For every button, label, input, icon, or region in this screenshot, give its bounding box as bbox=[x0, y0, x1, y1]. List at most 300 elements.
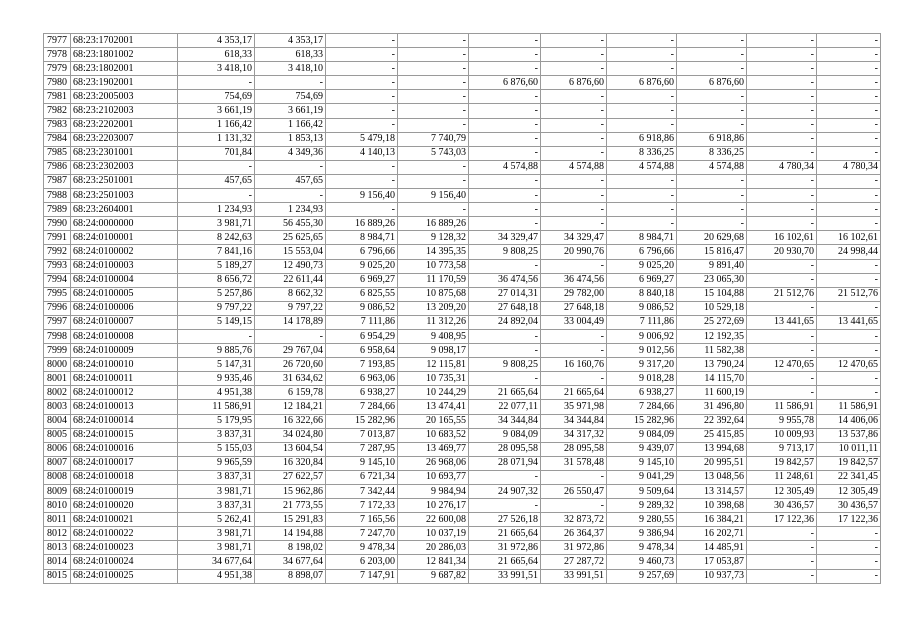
value-col-4-cell: 26 968,06 bbox=[398, 456, 469, 470]
value-col-10-cell: - bbox=[817, 104, 881, 118]
table-row bbox=[44, 358, 881, 372]
value-col-3-cell: 9 156,40 bbox=[326, 189, 398, 203]
value-col-8-cell: - bbox=[677, 203, 747, 217]
value-col-9-cell: - bbox=[747, 118, 817, 132]
value-col-1-cell: 11 586,91 bbox=[178, 400, 255, 414]
cadastral-code-cell: 68:23:2005003 bbox=[71, 90, 178, 104]
value-col-5-cell: - bbox=[469, 470, 541, 484]
value-col-6-cell: 31 578,48 bbox=[541, 456, 607, 470]
value-col-6-cell: 36 474,56 bbox=[541, 273, 607, 287]
value-col-2-cell: 14 178,89 bbox=[255, 315, 326, 329]
value-col-4-cell: 16 889,26 bbox=[398, 217, 469, 231]
value-col-10-cell: 16 102,61 bbox=[817, 231, 881, 245]
cadastral-code-cell: 68:24:0100010 bbox=[71, 358, 178, 372]
table-row bbox=[44, 555, 881, 569]
value-col-7-cell: 6 796,66 bbox=[607, 245, 677, 259]
value-col-1-cell: 5 155,03 bbox=[178, 442, 255, 456]
value-col-6-cell: - bbox=[541, 344, 607, 358]
table-row bbox=[44, 315, 881, 329]
value-col-8-cell: - bbox=[677, 217, 747, 231]
value-col-4-cell: 9 984,94 bbox=[398, 485, 469, 499]
cadastral-code-cell: 68:24:0100012 bbox=[71, 386, 178, 400]
value-col-9-cell: - bbox=[747, 174, 817, 188]
value-col-1-cell: 3 981,71 bbox=[178, 527, 255, 541]
value-col-1-cell: 618,33 bbox=[178, 48, 255, 62]
value-col-4-cell: 10 683,52 bbox=[398, 428, 469, 442]
value-col-3-cell: 7 165,56 bbox=[326, 513, 398, 527]
value-col-4-cell: 20 165,55 bbox=[398, 414, 469, 428]
value-col-4-cell: 10 735,31 bbox=[398, 372, 469, 386]
value-col-3-cell: 15 282,96 bbox=[326, 414, 398, 428]
value-col-2-cell: 27 622,57 bbox=[255, 470, 326, 484]
table-row bbox=[44, 541, 881, 555]
value-col-4-cell: 9 408,95 bbox=[398, 329, 469, 343]
value-col-3-cell: 6 203,00 bbox=[326, 555, 398, 569]
row-index-cell: 8000 bbox=[44, 358, 71, 372]
value-col-5-cell: - bbox=[469, 344, 541, 358]
value-col-5-cell: 4 574,88 bbox=[469, 160, 541, 174]
value-col-2-cell: 1 166,42 bbox=[255, 118, 326, 132]
value-col-2-cell: 56 455,30 bbox=[255, 217, 326, 231]
value-col-3-cell: 9 145,10 bbox=[326, 456, 398, 470]
row-index-cell: 8002 bbox=[44, 386, 71, 400]
value-col-4-cell: 9 687,82 bbox=[398, 569, 469, 583]
value-col-7-cell: 9 006,92 bbox=[607, 329, 677, 343]
table-row bbox=[44, 34, 881, 48]
value-col-8-cell: 6 918,86 bbox=[677, 132, 747, 146]
value-col-8-cell: 8 336,25 bbox=[677, 146, 747, 160]
cadastral-code-cell: 68:23:2302003 bbox=[71, 160, 178, 174]
value-col-9-cell: - bbox=[747, 132, 817, 146]
value-col-7-cell: 9 257,69 bbox=[607, 569, 677, 583]
table-row bbox=[44, 485, 881, 499]
value-col-4-cell: 13 474,41 bbox=[398, 400, 469, 414]
value-col-8-cell: 17 053,87 bbox=[677, 555, 747, 569]
value-col-9-cell: 16 102,61 bbox=[747, 231, 817, 245]
value-col-7-cell: 6 876,60 bbox=[607, 76, 677, 90]
value-col-2-cell: 21 773,55 bbox=[255, 499, 326, 513]
value-col-6-cell: 32 873,72 bbox=[541, 513, 607, 527]
value-col-8-cell: 10 529,18 bbox=[677, 301, 747, 315]
value-col-6-cell: 27 648,18 bbox=[541, 301, 607, 315]
value-col-2-cell: 31 634,62 bbox=[255, 372, 326, 386]
value-col-10-cell: 17 122,36 bbox=[817, 513, 881, 527]
value-col-5-cell: - bbox=[469, 34, 541, 48]
value-col-5-cell: - bbox=[469, 372, 541, 386]
value-col-4-cell: 10 773,58 bbox=[398, 259, 469, 273]
value-col-3-cell: - bbox=[326, 62, 398, 76]
value-col-8-cell: 14 115,70 bbox=[677, 372, 747, 386]
value-col-2-cell: 29 767,04 bbox=[255, 344, 326, 358]
value-col-10-cell: - bbox=[817, 132, 881, 146]
value-col-6-cell: 34 329,47 bbox=[541, 231, 607, 245]
table-row bbox=[44, 118, 881, 132]
value-col-4-cell: 11 312,26 bbox=[398, 315, 469, 329]
value-col-5-cell: 9 808,25 bbox=[469, 358, 541, 372]
value-col-5-cell: 24 907,32 bbox=[469, 485, 541, 499]
value-col-9-cell: - bbox=[747, 217, 817, 231]
value-col-8-cell: 12 192,35 bbox=[677, 329, 747, 343]
value-col-9-cell: - bbox=[747, 146, 817, 160]
cadastral-code-cell: 68:23:2202001 bbox=[71, 118, 178, 132]
value-col-1-cell: - bbox=[178, 76, 255, 90]
value-col-1-cell: 3 418,10 bbox=[178, 62, 255, 76]
table-row bbox=[44, 513, 881, 527]
cadastral-code-cell: 68:24:0100024 bbox=[71, 555, 178, 569]
value-col-7-cell: - bbox=[607, 118, 677, 132]
value-col-5-cell: 34 329,47 bbox=[469, 231, 541, 245]
value-col-3-cell: 6 969,27 bbox=[326, 273, 398, 287]
table-row bbox=[44, 470, 881, 484]
value-col-1-cell: 754,69 bbox=[178, 90, 255, 104]
value-col-8-cell: 25 272,69 bbox=[677, 315, 747, 329]
value-col-4-cell: 10 276,17 bbox=[398, 499, 469, 513]
value-col-4-cell: - bbox=[398, 174, 469, 188]
row-index-cell: 8014 bbox=[44, 555, 71, 569]
row-index-cell: 7999 bbox=[44, 344, 71, 358]
row-index-cell: 8010 bbox=[44, 499, 71, 513]
value-col-7-cell: - bbox=[607, 217, 677, 231]
value-col-7-cell: 9 086,52 bbox=[607, 301, 677, 315]
value-col-5-cell: - bbox=[469, 174, 541, 188]
cadastral-code-cell: 68:23:2301001 bbox=[71, 146, 178, 160]
value-col-3-cell: 6 796,66 bbox=[326, 245, 398, 259]
value-col-6-cell: - bbox=[541, 329, 607, 343]
value-col-9-cell: - bbox=[747, 372, 817, 386]
value-col-3-cell: 9 025,20 bbox=[326, 259, 398, 273]
value-col-2-cell: - bbox=[255, 189, 326, 203]
table-row bbox=[44, 132, 881, 146]
value-col-7-cell: 4 574,88 bbox=[607, 160, 677, 174]
cadastral-code-cell: 68:23:1902001 bbox=[71, 76, 178, 90]
value-col-9-cell: - bbox=[747, 189, 817, 203]
value-col-5-cell: 36 474,56 bbox=[469, 273, 541, 287]
row-index-cell: 7983 bbox=[44, 118, 71, 132]
table-row bbox=[44, 456, 881, 470]
value-col-9-cell: - bbox=[747, 386, 817, 400]
cadastral-code-cell: 68:24:0100017 bbox=[71, 456, 178, 470]
row-index-cell: 7982 bbox=[44, 104, 71, 118]
row-index-cell: 8006 bbox=[44, 442, 71, 456]
value-col-1-cell: 1 131,32 bbox=[178, 132, 255, 146]
value-col-2-cell: 1 234,93 bbox=[255, 203, 326, 217]
cadastral-code-cell: 68:24:0100016 bbox=[71, 442, 178, 456]
value-col-10-cell: - bbox=[817, 555, 881, 569]
cadastral-code-cell: 68:24:0100003 bbox=[71, 259, 178, 273]
value-col-3-cell: 7 147,91 bbox=[326, 569, 398, 583]
table-row bbox=[44, 76, 881, 90]
value-col-10-cell: - bbox=[817, 386, 881, 400]
value-col-10-cell: 4 780,34 bbox=[817, 160, 881, 174]
table-row bbox=[44, 203, 881, 217]
table-row bbox=[44, 174, 881, 188]
value-col-7-cell: 9 317,20 bbox=[607, 358, 677, 372]
row-index-cell: 7988 bbox=[44, 189, 71, 203]
table-row bbox=[44, 189, 881, 203]
row-index-cell: 8013 bbox=[44, 541, 71, 555]
value-col-5-cell: - bbox=[469, 499, 541, 513]
value-col-1-cell: 3 837,31 bbox=[178, 499, 255, 513]
value-col-8-cell: - bbox=[677, 62, 747, 76]
table-row bbox=[44, 287, 881, 301]
value-col-1-cell: 9 885,76 bbox=[178, 344, 255, 358]
value-col-7-cell: 9 509,64 bbox=[607, 485, 677, 499]
value-col-10-cell: - bbox=[817, 189, 881, 203]
value-col-2-cell: 9 797,22 bbox=[255, 301, 326, 315]
value-col-7-cell: 9 012,56 bbox=[607, 344, 677, 358]
value-col-1-cell: 8 656,72 bbox=[178, 273, 255, 287]
value-col-7-cell: - bbox=[607, 189, 677, 203]
value-col-1-cell: 457,65 bbox=[178, 174, 255, 188]
table-row bbox=[44, 146, 881, 160]
value-col-9-cell: 30 436,57 bbox=[747, 499, 817, 513]
value-col-9-cell: 19 842,57 bbox=[747, 456, 817, 470]
table-row bbox=[44, 400, 881, 414]
value-col-5-cell: 24 892,04 bbox=[469, 315, 541, 329]
value-col-1-cell: 4 951,38 bbox=[178, 569, 255, 583]
value-col-5-cell: 31 972,86 bbox=[469, 541, 541, 555]
value-col-10-cell: 13 537,86 bbox=[817, 428, 881, 442]
row-index-cell: 7997 bbox=[44, 315, 71, 329]
table-row bbox=[44, 104, 881, 118]
value-col-9-cell: - bbox=[747, 569, 817, 583]
value-col-6-cell: - bbox=[541, 174, 607, 188]
value-col-3-cell: 6 954,29 bbox=[326, 329, 398, 343]
value-col-2-cell: 34 677,64 bbox=[255, 555, 326, 569]
value-col-1-cell: - bbox=[178, 329, 255, 343]
value-col-9-cell: - bbox=[747, 104, 817, 118]
value-col-5-cell: 34 344,84 bbox=[469, 414, 541, 428]
value-col-5-cell: 21 665,64 bbox=[469, 386, 541, 400]
value-col-9-cell: 20 930,70 bbox=[747, 245, 817, 259]
value-col-8-cell: 16 202,71 bbox=[677, 527, 747, 541]
row-index-cell: 7987 bbox=[44, 174, 71, 188]
value-col-10-cell: - bbox=[817, 90, 881, 104]
value-col-1-cell: 9 935,46 bbox=[178, 372, 255, 386]
row-index-cell: 8005 bbox=[44, 428, 71, 442]
value-col-4-cell: 20 286,03 bbox=[398, 541, 469, 555]
value-col-9-cell: 17 122,36 bbox=[747, 513, 817, 527]
value-col-7-cell: 6 918,86 bbox=[607, 132, 677, 146]
value-col-2-cell: 618,33 bbox=[255, 48, 326, 62]
value-col-6-cell: 35 971,98 bbox=[541, 400, 607, 414]
value-col-6-cell: 34 344,84 bbox=[541, 414, 607, 428]
value-col-8-cell: 4 574,88 bbox=[677, 160, 747, 174]
value-col-7-cell: 9 084,09 bbox=[607, 428, 677, 442]
table-row bbox=[44, 442, 881, 456]
value-col-3-cell: 7 172,33 bbox=[326, 499, 398, 513]
value-col-4-cell: 9 156,40 bbox=[398, 189, 469, 203]
value-col-10-cell: - bbox=[817, 527, 881, 541]
value-col-7-cell: - bbox=[607, 203, 677, 217]
value-col-4-cell: 9 128,32 bbox=[398, 231, 469, 245]
value-col-9-cell: - bbox=[747, 259, 817, 273]
value-col-10-cell: - bbox=[817, 62, 881, 76]
value-col-6-cell: - bbox=[541, 189, 607, 203]
value-col-2-cell: 15 291,83 bbox=[255, 513, 326, 527]
value-col-6-cell: 34 317,32 bbox=[541, 428, 607, 442]
value-col-7-cell: 6 969,27 bbox=[607, 273, 677, 287]
cadastral-code-cell: 68:24:0100006 bbox=[71, 301, 178, 315]
value-col-8-cell: 25 415,85 bbox=[677, 428, 747, 442]
value-col-8-cell: - bbox=[677, 90, 747, 104]
value-col-5-cell: - bbox=[469, 132, 541, 146]
value-col-6-cell: 27 287,72 bbox=[541, 555, 607, 569]
table-row bbox=[44, 386, 881, 400]
cadastral-code-cell: 68:24:0100009 bbox=[71, 344, 178, 358]
value-col-9-cell: 11 586,91 bbox=[747, 400, 817, 414]
value-col-1-cell: 3 981,71 bbox=[178, 541, 255, 555]
value-col-7-cell: 7 284,66 bbox=[607, 400, 677, 414]
value-col-7-cell: 8 840,18 bbox=[607, 287, 677, 301]
table-row bbox=[44, 259, 881, 273]
value-col-3-cell: - bbox=[326, 104, 398, 118]
value-col-9-cell: - bbox=[747, 62, 817, 76]
value-col-5-cell: 27 648,18 bbox=[469, 301, 541, 315]
cadastral-code-cell: 68:24:0100002 bbox=[71, 245, 178, 259]
value-col-4-cell: 22 600,08 bbox=[398, 513, 469, 527]
value-col-9-cell: - bbox=[747, 541, 817, 555]
value-col-1-cell: 9 797,22 bbox=[178, 301, 255, 315]
value-col-3-cell: - bbox=[326, 203, 398, 217]
value-col-7-cell: 9 280,55 bbox=[607, 513, 677, 527]
value-col-2-cell: 22 611,44 bbox=[255, 273, 326, 287]
value-col-8-cell: 15 816,47 bbox=[677, 245, 747, 259]
value-col-10-cell: - bbox=[817, 76, 881, 90]
value-col-7-cell: 9 025,20 bbox=[607, 259, 677, 273]
value-col-7-cell: 9 386,94 bbox=[607, 527, 677, 541]
row-index-cell: 7980 bbox=[44, 76, 71, 90]
value-col-2-cell: 15 962,86 bbox=[255, 485, 326, 499]
row-index-cell: 7991 bbox=[44, 231, 71, 245]
value-col-2-cell: 4 353,17 bbox=[255, 34, 326, 48]
table-row bbox=[44, 273, 881, 287]
value-col-7-cell: 9 478,34 bbox=[607, 541, 677, 555]
value-col-3-cell: 7 193,85 bbox=[326, 358, 398, 372]
value-col-7-cell: - bbox=[607, 62, 677, 76]
value-col-10-cell: - bbox=[817, 259, 881, 273]
value-col-6-cell: 16 160,76 bbox=[541, 358, 607, 372]
value-col-6-cell: - bbox=[541, 470, 607, 484]
value-col-4-cell: 7 740,79 bbox=[398, 132, 469, 146]
value-col-7-cell: 6 938,27 bbox=[607, 386, 677, 400]
value-col-2-cell: 14 194,88 bbox=[255, 527, 326, 541]
value-col-8-cell: 14 485,91 bbox=[677, 541, 747, 555]
row-index-cell: 8008 bbox=[44, 470, 71, 484]
value-col-6-cell: 26 550,47 bbox=[541, 485, 607, 499]
cadastral-code-cell: 68:23:2604001 bbox=[71, 203, 178, 217]
value-col-7-cell: - bbox=[607, 34, 677, 48]
value-col-8-cell: 31 496,80 bbox=[677, 400, 747, 414]
cadastral-code-cell: 68:24:0100013 bbox=[71, 400, 178, 414]
cadastral-code-cell: 68:24:0100007 bbox=[71, 315, 178, 329]
value-col-9-cell: - bbox=[747, 76, 817, 90]
value-col-1-cell: - bbox=[178, 160, 255, 174]
value-col-7-cell: - bbox=[607, 90, 677, 104]
value-col-5-cell: - bbox=[469, 62, 541, 76]
value-col-6-cell: 33 004,49 bbox=[541, 315, 607, 329]
value-col-2-cell: - bbox=[255, 76, 326, 90]
value-col-1-cell: 9 965,59 bbox=[178, 456, 255, 470]
value-col-1-cell: 4 353,17 bbox=[178, 34, 255, 48]
cadastral-code-cell: 68:23:1801002 bbox=[71, 48, 178, 62]
row-index-cell: 8004 bbox=[44, 414, 71, 428]
value-col-7-cell: 9 018,28 bbox=[607, 372, 677, 386]
table-row bbox=[44, 414, 881, 428]
value-col-3-cell: 6 958,64 bbox=[326, 344, 398, 358]
cadastral-code-cell: 68:24:0100020 bbox=[71, 499, 178, 513]
value-col-1-cell: 701,84 bbox=[178, 146, 255, 160]
value-col-2-cell: 3 418,10 bbox=[255, 62, 326, 76]
value-col-10-cell: 13 441,65 bbox=[817, 315, 881, 329]
value-col-2-cell: 4 349,36 bbox=[255, 146, 326, 160]
value-col-5-cell: 22 077,11 bbox=[469, 400, 541, 414]
value-col-1-cell: 8 242,63 bbox=[178, 231, 255, 245]
value-col-1-cell: 5 257,86 bbox=[178, 287, 255, 301]
row-index-cell: 8012 bbox=[44, 527, 71, 541]
value-col-2-cell: - bbox=[255, 329, 326, 343]
value-col-1-cell: 3 981,71 bbox=[178, 485, 255, 499]
value-col-5-cell: 27 014,31 bbox=[469, 287, 541, 301]
table-row bbox=[44, 372, 881, 386]
value-col-4-cell: 12 841,34 bbox=[398, 555, 469, 569]
row-index-cell: 7998 bbox=[44, 329, 71, 343]
value-col-4-cell: 11 170,59 bbox=[398, 273, 469, 287]
value-col-3-cell: 9 478,34 bbox=[326, 541, 398, 555]
value-col-2-cell: 1 853,13 bbox=[255, 132, 326, 146]
value-col-4-cell: 10 244,29 bbox=[398, 386, 469, 400]
value-col-9-cell: 12 305,49 bbox=[747, 485, 817, 499]
value-col-4-cell: - bbox=[398, 48, 469, 62]
value-col-4-cell: - bbox=[398, 118, 469, 132]
table-row bbox=[44, 217, 881, 231]
value-col-1-cell: - bbox=[178, 189, 255, 203]
value-col-5-cell: - bbox=[469, 189, 541, 203]
value-col-6-cell: 29 782,00 bbox=[541, 287, 607, 301]
value-col-10-cell: - bbox=[817, 174, 881, 188]
value-col-2-cell: 8 898,07 bbox=[255, 569, 326, 583]
value-col-7-cell: - bbox=[607, 48, 677, 62]
value-col-10-cell: - bbox=[817, 301, 881, 315]
value-col-9-cell: 10 009,93 bbox=[747, 428, 817, 442]
value-col-9-cell: 13 441,65 bbox=[747, 315, 817, 329]
value-col-6-cell: - bbox=[541, 104, 607, 118]
cadastral-code-cell: 68:23:2501001 bbox=[71, 174, 178, 188]
value-col-10-cell: - bbox=[817, 541, 881, 555]
value-col-10-cell: - bbox=[817, 569, 881, 583]
row-index-cell: 7986 bbox=[44, 160, 71, 174]
value-col-5-cell: 33 991,51 bbox=[469, 569, 541, 583]
value-col-10-cell: - bbox=[817, 48, 881, 62]
value-col-1-cell: 5 147,31 bbox=[178, 358, 255, 372]
value-col-8-cell: 11 600,19 bbox=[677, 386, 747, 400]
table-row bbox=[44, 48, 881, 62]
table-row bbox=[44, 569, 881, 583]
value-col-9-cell: - bbox=[747, 34, 817, 48]
value-col-1-cell: 1 166,42 bbox=[178, 118, 255, 132]
value-col-10-cell: - bbox=[817, 273, 881, 287]
cadastral-code-cell: 68:24:0100023 bbox=[71, 541, 178, 555]
value-col-9-cell: 21 512,76 bbox=[747, 287, 817, 301]
value-col-6-cell: - bbox=[541, 146, 607, 160]
value-col-3-cell: 5 479,18 bbox=[326, 132, 398, 146]
row-index-cell: 7977 bbox=[44, 34, 71, 48]
cadastral-code-cell: 68:23:2203007 bbox=[71, 132, 178, 146]
value-col-5-cell: - bbox=[469, 217, 541, 231]
value-col-8-cell: - bbox=[677, 174, 747, 188]
value-col-6-cell: 20 990,76 bbox=[541, 245, 607, 259]
value-col-1-cell: 5 149,15 bbox=[178, 315, 255, 329]
